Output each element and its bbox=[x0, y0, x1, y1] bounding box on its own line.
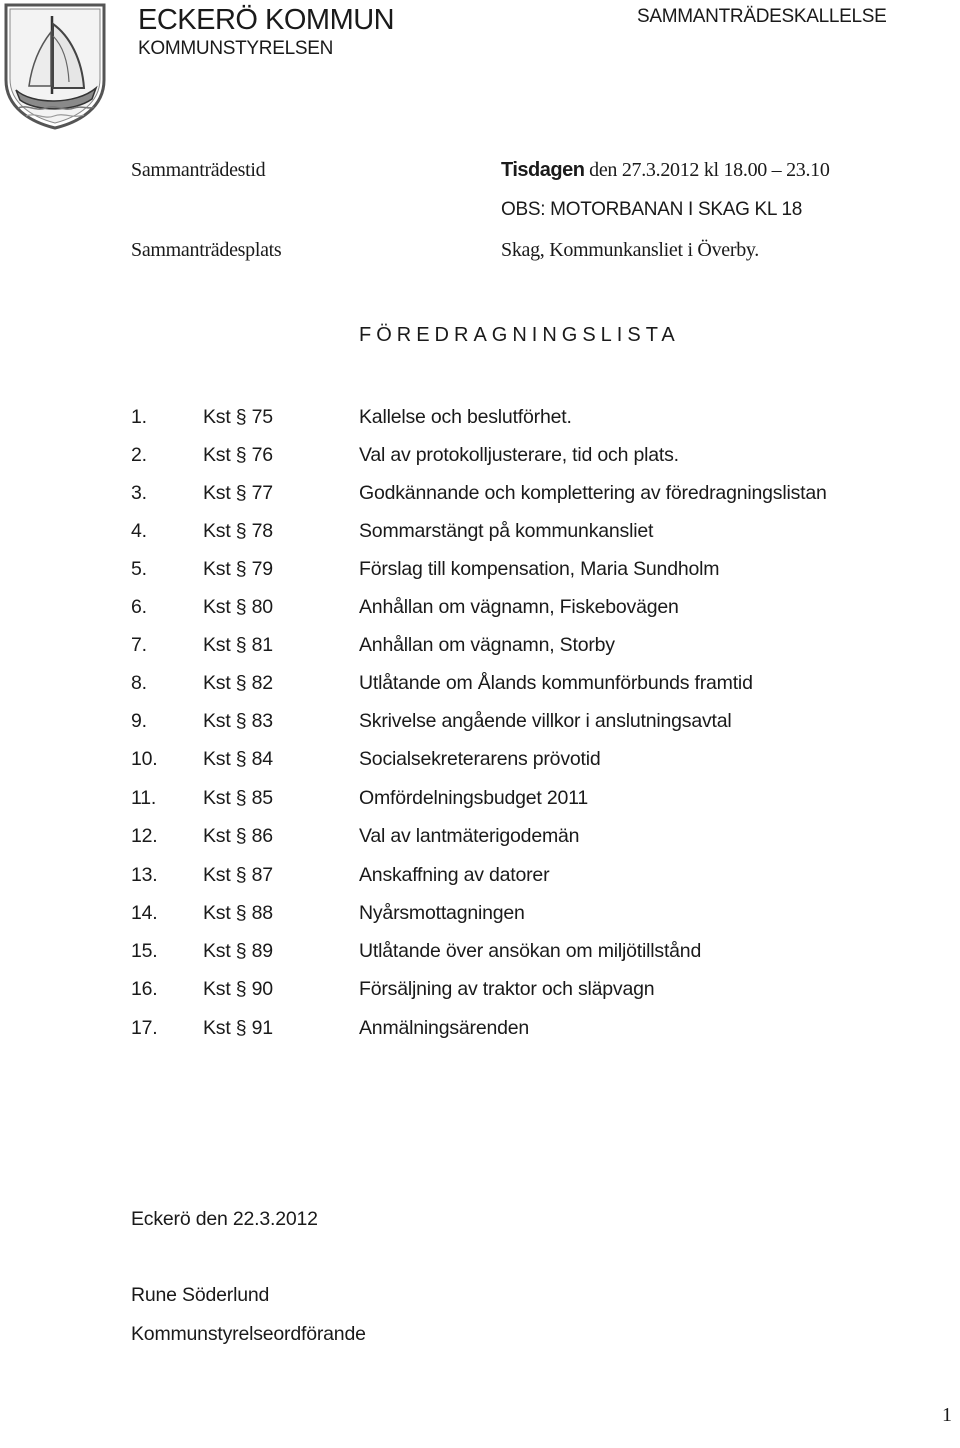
list-item bbox=[0, 444, 960, 474]
list-item bbox=[0, 634, 960, 664]
item-title: Val av protokolljusterare, tid och plats. bbox=[359, 444, 679, 466]
item-section: Kst § 75 bbox=[203, 406, 273, 428]
list-item bbox=[0, 596, 960, 626]
item-title: Förslag till kompensation, Maria Sundholm bbox=[359, 558, 720, 580]
item-title: Nyårsmottagningen bbox=[359, 902, 525, 924]
meeting-place-value: Skag, Kommunkansliet i Överby. bbox=[501, 239, 760, 261]
list-item bbox=[0, 902, 960, 932]
item-section: Kst § 79 bbox=[203, 558, 273, 580]
list-item bbox=[0, 406, 960, 436]
item-title: Utlåtande om Ålands kommunförbunds framtid bbox=[359, 672, 753, 694]
item-title: Val av lantmäterigodemän bbox=[359, 825, 580, 847]
document-type: SAMMANTRÄDESKALLELSE bbox=[637, 6, 887, 27]
item-number: 2. bbox=[131, 444, 147, 466]
meeting-day: Tisdagen bbox=[501, 159, 585, 181]
item-section: Kst § 81 bbox=[203, 634, 273, 656]
meeting-note: OBS: MOTORBANAN I SKAG KL 18 bbox=[501, 199, 802, 220]
item-number: 16. bbox=[131, 978, 158, 1000]
list-item bbox=[0, 787, 960, 817]
meeting-time-label: Sammanträdestid bbox=[131, 159, 266, 181]
signer-title: Kommunstyrelseordförande bbox=[131, 1323, 366, 1345]
list-item bbox=[0, 940, 960, 970]
item-number: 12. bbox=[131, 825, 158, 847]
item-number: 6. bbox=[131, 596, 147, 618]
item-number: 15. bbox=[131, 940, 158, 962]
item-number: 17. bbox=[131, 1017, 158, 1039]
item-section: Kst § 80 bbox=[203, 596, 273, 618]
list-item bbox=[0, 748, 960, 778]
item-title: Sommarstängt på kommunkansliet bbox=[359, 520, 654, 542]
list-item bbox=[0, 520, 960, 550]
item-section: Kst § 78 bbox=[203, 520, 273, 542]
item-section: Kst § 88 bbox=[203, 902, 273, 924]
item-title: Anskaffning av datorer bbox=[359, 864, 550, 886]
page-number: 1 bbox=[942, 1404, 952, 1426]
list-item bbox=[0, 482, 960, 512]
item-title: Försäljning av traktor och släpvagn bbox=[359, 978, 655, 1000]
item-section: Kst § 89 bbox=[203, 940, 273, 962]
list-item bbox=[0, 710, 960, 740]
list-item bbox=[0, 558, 960, 588]
item-section: Kst § 76 bbox=[203, 444, 273, 466]
item-section: Kst § 84 bbox=[203, 748, 273, 770]
list-item bbox=[0, 1017, 960, 1047]
list-item bbox=[0, 864, 960, 894]
item-number: 7. bbox=[131, 634, 147, 656]
item-number: 13. bbox=[131, 864, 158, 886]
item-title: Godkännande och komplettering av föredragningslistan bbox=[359, 482, 827, 504]
item-number: 9. bbox=[131, 710, 147, 732]
item-number: 8. bbox=[131, 672, 147, 694]
item-number: 3. bbox=[131, 482, 147, 504]
item-title: Anhållan om vägnamn, Fiskebovägen bbox=[359, 596, 679, 618]
place-and-date: Eckerö den 22.3.2012 bbox=[131, 1208, 318, 1230]
item-title: Utlåtande över ansökan om miljötillstånd bbox=[359, 940, 702, 962]
item-title: Omfördelningsbudget 2011 bbox=[359, 787, 589, 809]
item-number: 5. bbox=[131, 558, 147, 580]
meeting-place-label: Sammanträdesplats bbox=[131, 239, 282, 261]
item-section: Kst § 82 bbox=[203, 672, 273, 694]
item-title: Socialsekreterarens prövotid bbox=[359, 748, 601, 770]
item-title: Kallelse och beslutförhet. bbox=[359, 406, 572, 428]
list-item bbox=[0, 672, 960, 702]
org-subtitle: KOMMUNSTYRELSEN bbox=[138, 38, 334, 59]
item-section: Kst § 83 bbox=[203, 710, 273, 732]
item-section: Kst § 86 bbox=[203, 825, 273, 847]
agenda-heading: FÖREDRAGNINGSLISTA bbox=[359, 324, 680, 346]
item-number: 4. bbox=[131, 520, 147, 542]
list-item bbox=[0, 825, 960, 855]
list-item bbox=[0, 978, 960, 1008]
meeting-date-time: den 27.3.2012 kl 18.00 – 23.10 bbox=[589, 159, 830, 181]
org-name: ECKERÖ KOMMUN bbox=[138, 4, 395, 36]
item-section: Kst § 91 bbox=[203, 1017, 273, 1039]
meeting-time-value bbox=[501, 159, 830, 182]
item-section: Kst § 77 bbox=[203, 482, 273, 504]
item-number: 10. bbox=[131, 748, 158, 770]
item-number: 11. bbox=[131, 787, 157, 809]
item-section: Kst § 87 bbox=[203, 864, 273, 886]
ship-crest-icon bbox=[2, 2, 108, 130]
item-title: Anmälningsärenden bbox=[359, 1017, 530, 1039]
item-title: Skrivelse angående villkor i anslutningsavtal bbox=[359, 710, 732, 732]
item-number: 14. bbox=[131, 902, 158, 924]
signer-name: Rune Söderlund bbox=[131, 1284, 270, 1306]
item-section: Kst § 90 bbox=[203, 978, 273, 1000]
item-number: 1. bbox=[131, 406, 147, 428]
item-title: Anhållan om vägnamn, Storby bbox=[359, 634, 615, 656]
item-section: Kst § 85 bbox=[203, 787, 273, 809]
